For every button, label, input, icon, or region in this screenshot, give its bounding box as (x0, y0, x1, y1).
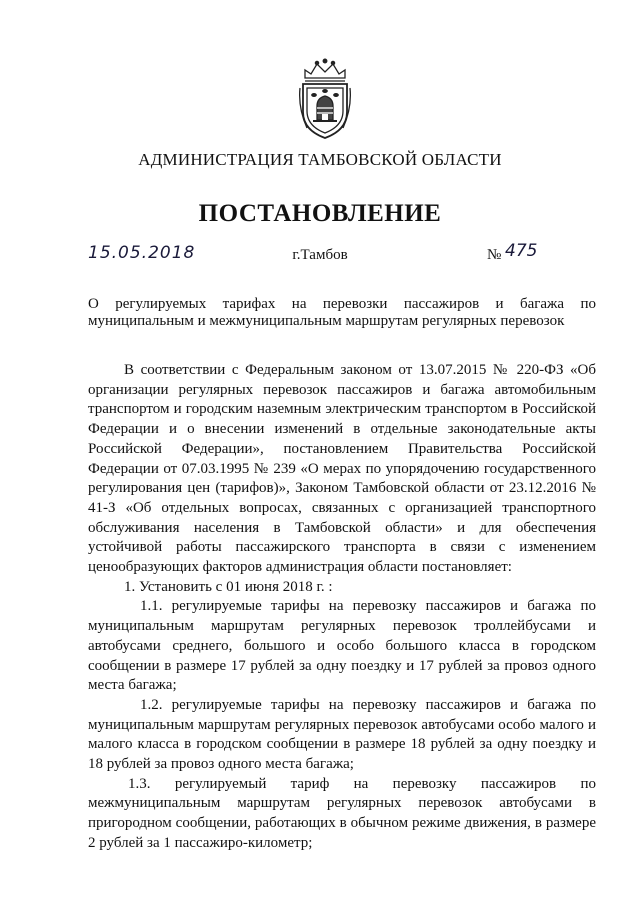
agency-name: АДМИНИСТРАЦИЯ ТАМБОВСКОЙ ОБЛАСТИ (138, 150, 502, 169)
document-subject: О регулируемых тарифах на перевозки пассажиров и багажа по муниципальным и межмуниципальным маршрутам регулярных перевозок (88, 296, 596, 329)
document-number-label: № (487, 247, 502, 263)
handwritten-date: 15.05.2018 (88, 243, 196, 263)
document-type-title: ПОСТАНОВЛЕНИЕ (198, 200, 442, 227)
handwritten-document-number: 475 (505, 241, 538, 261)
point-1: 1. Установить с 01 июня 2018 г. : (124, 578, 333, 595)
city: г.Тамбов (292, 247, 348, 263)
item-1-1: 1.1. регулируемые тарифы на перевозку пассажиров и багажа по муниципальным маршрутам регулярных перевозок троллейбусами и автобусами среднего, большого и особо большого класса в городском сообщении в размере 17 рублей за одну поездку и 17 рублей за провоз одного места багажа; (88, 598, 596, 694)
item-1-3: 1.3. регулируемый тариф на перевозку пассажиров по межмуниципальным маршрутам регулярных перевозок автобусами в пригородном сообщении, работающих в обычном режиме движения, в размере 2 рублей за 1 пассажиро-километр; (88, 775, 596, 851)
item-1-2: 1.2. регулируемые тарифы на перевозку пассажиров и багажа по муниципальным маршрутам регулярных перевозок автобусами особо малого и малого класса в городском сообщении в размере 18 рублей за одну поездку и 18 рублей за провоз одного места багажа; (88, 696, 596, 773)
document-body (88, 361, 596, 854)
coat-of-arms-icon (297, 58, 353, 140)
preamble-paragraph: В соответствии с Федеральным законом от 13.07.2015 № 220-ФЗ «Об организации регулярных перевозок пассажиров и багажа автомобильным транспортом и городским наземным электрическим транспортом в Российской Федерации и о внесении изменений в отдельные законодательные акты Российской Федерации», постановлением Правительства Российской Федерации от 07.03.1995 № 239 «О мерах по упорядочению государственного регулирования цен (тарифов)», Законом Тамбовской области от 23.12.2016 № 41-З «Об отдельных вопросах, связанных с организацией транспортного обслуживания населения в Тамбовской области» и для обеспечения устойчивой работы пассажирского транспорта в связи с изменением ценообразующих факторов администрация области постановляет: (88, 362, 596, 576)
